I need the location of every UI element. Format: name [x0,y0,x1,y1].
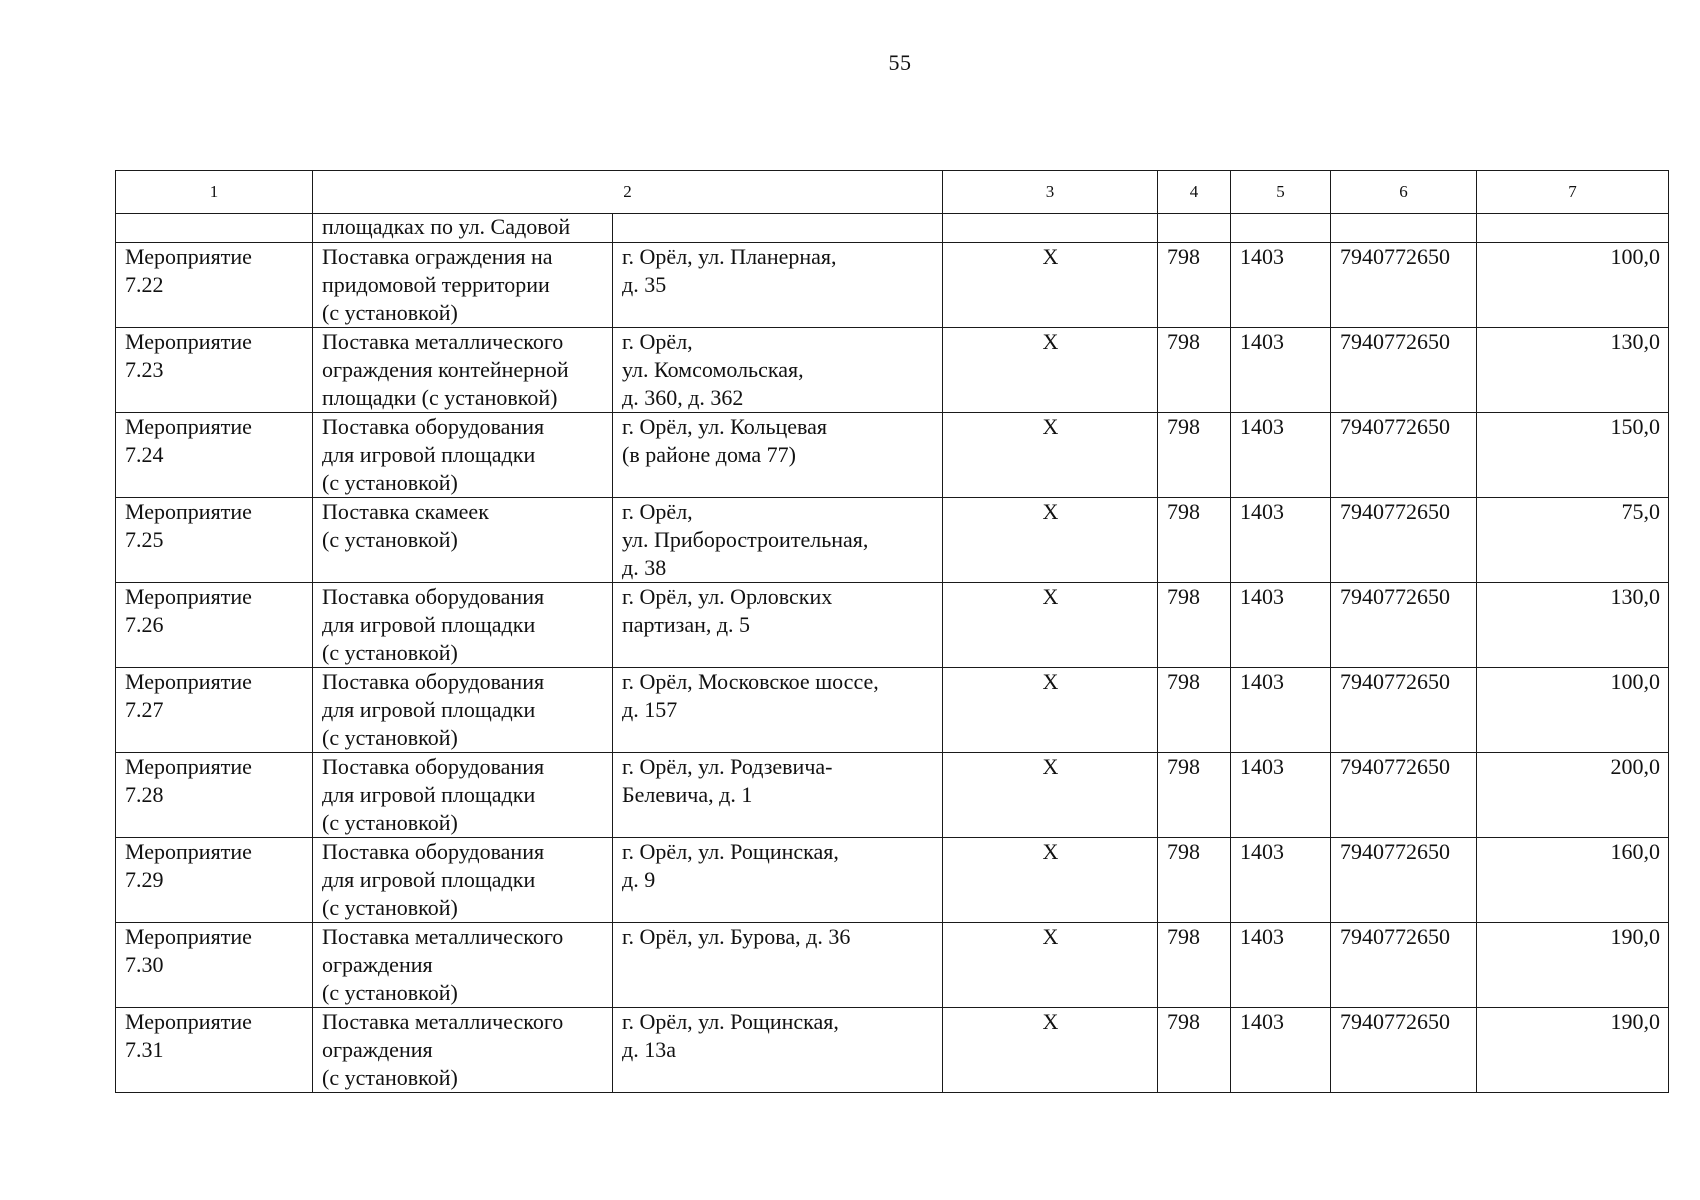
activity-name-cell-line: придомовой территории [322,272,550,297]
table-header-row [116,171,1669,214]
activity-name-cell-line: ограждения контейнерной [322,357,569,382]
target-code-cell: 7940772650 [1331,1008,1477,1093]
column-header-3: 3 [943,171,1158,214]
continuation-cell-5 [1158,214,1231,243]
table-row [116,583,1669,668]
code-1403-cell: 1403 [1231,413,1331,498]
sign-cell: Х [943,923,1158,1008]
activity-name-cell-line: (с установкой) [322,300,458,325]
sign-cell: Х [943,753,1158,838]
code-1403-cell: 1403 [1231,583,1331,668]
continuation-cell-2: площадках по ул. Садовой [313,214,613,243]
amount-cell: 100,0 [1477,243,1669,328]
address-cell-line: партизан, д. 5 [622,612,751,637]
activity-id-cell-line: Мероприятие [125,584,252,609]
activity-name-cell [313,498,613,583]
activity-id-cell-line: 7.30 [125,952,164,977]
sign-cell: Х [943,243,1158,328]
sign-cell: Х [943,583,1158,668]
activity-name-cell-line: (с установкой) [322,725,458,750]
activity-id-cell-line: 7.29 [125,867,164,892]
address-cell-line: г. Орёл, [622,329,693,354]
activity-name-cell-line: (с установкой) [322,470,458,495]
table-row [116,413,1669,498]
table-row [116,668,1669,753]
amount-cell: 150,0 [1477,413,1669,498]
address-cell-line: (в районе дома 77) [622,442,796,467]
target-code-cell: 7940772650 [1331,753,1477,838]
column-header-2: 2 [313,171,943,214]
table-row [116,923,1669,1008]
activity-name-cell-line: (с установкой) [322,895,458,920]
column-header-5: 5 [1231,171,1331,214]
address-cell-line: д. 360, д. 362 [622,385,744,410]
activity-name-cell-line: Поставка оборудования [322,414,545,439]
address-cell [613,1008,943,1093]
activity-name-cell [313,668,613,753]
activity-id-cell-line: 7.26 [125,612,164,637]
page-number: 55 [888,50,912,75]
sign-cell: Х [943,328,1158,413]
activity-id-cell [116,838,313,923]
code-798-cell: 798 [1158,753,1231,838]
table-row [116,243,1669,328]
activity-name-cell-line: для игровой площадки [322,782,536,807]
column-header-4: 4 [1158,171,1231,214]
activity-id-cell [116,923,313,1008]
activity-name-cell-line: Поставка металлического [322,924,564,949]
table-row [116,498,1669,583]
activity-name-cell-line: площадки (с установкой) [322,385,558,410]
amount-cell: 75,0 [1477,498,1669,583]
address-cell-line: ул. Приборостроительная, [622,527,869,552]
activity-id-cell-line: Мероприятие [125,329,252,354]
table-row [116,328,1669,413]
address-cell-line: г. Орёл, ул. Кольцевая [622,414,828,439]
activity-name-cell [313,753,613,838]
address-cell-line: г. Орёл, ул. Бурова, д. 36 [622,924,851,949]
activity-name-cell-line: для игровой площадки [322,867,536,892]
address-cell [613,328,943,413]
code-1403-cell: 1403 [1231,753,1331,838]
code-798-cell: 798 [1158,243,1231,328]
activity-id-cell [116,753,313,838]
code-1403-cell: 1403 [1231,838,1331,923]
activity-id-cell-line: Мероприятие [125,754,252,779]
address-cell-line: г. Орёл, [622,499,693,524]
activity-name-cell [313,243,613,328]
continuation-cell-8 [1477,214,1669,243]
address-cell-line: ул. Комсомольская, [622,357,804,382]
activities-table [115,170,1669,1093]
code-798-cell: 798 [1158,838,1231,923]
target-code-cell: 7940772650 [1331,838,1477,923]
activity-id-cell-line: 7.28 [125,782,164,807]
address-cell-line: д. 13а [622,1037,676,1062]
activity-id-cell [116,583,313,668]
address-cell-line: г. Орёл, ул. Рощинская, [622,1009,839,1034]
activity-name-cell-line: для игровой площадки [322,442,536,467]
activity-name-cell-line: Поставка оборудования [322,584,545,609]
table-row [116,753,1669,838]
address-cell [613,923,943,1008]
continuation-row [116,214,1669,243]
address-cell [613,583,943,668]
activity-id-cell-line: Мероприятие [125,839,252,864]
code-1403-cell: 1403 [1231,243,1331,328]
amount-cell: 190,0 [1477,1008,1669,1093]
sign-cell: Х [943,838,1158,923]
sign-cell: Х [943,498,1158,583]
activity-id-cell-line: Мероприятие [125,924,252,949]
code-798-cell: 798 [1158,583,1231,668]
address-cell [613,668,943,753]
activity-id-cell-line: Мероприятие [125,1009,252,1034]
code-1403-cell: 1403 [1231,1008,1331,1093]
column-header-1: 1 [116,171,313,214]
sign-cell: Х [943,668,1158,753]
continuation-cell-4 [943,214,1158,243]
code-798-cell: 798 [1158,328,1231,413]
continuation-cell-6 [1231,214,1331,243]
table-row [116,838,1669,923]
activity-name-cell [313,583,613,668]
address-cell-line: г. Орёл, ул. Рощинская, [622,839,839,864]
sign-cell: Х [943,413,1158,498]
column-header-6: 6 [1331,171,1477,214]
activity-name-cell-line: Поставка скамеек [322,499,489,524]
activity-id-cell [116,413,313,498]
address-cell-line: г. Орёл, ул. Планерная, [622,244,837,269]
target-code-cell: 7940772650 [1331,583,1477,668]
activity-name-cell-line: для игровой площадки [322,697,536,722]
activity-id-cell [116,1008,313,1093]
code-798-cell: 798 [1158,668,1231,753]
activity-name-cell [313,413,613,498]
activity-name-cell [313,923,613,1008]
target-code-cell: 7940772650 [1331,413,1477,498]
amount-cell: 100,0 [1477,668,1669,753]
code-1403-cell: 1403 [1231,668,1331,753]
amount-cell: 160,0 [1477,838,1669,923]
target-code-cell: 7940772650 [1331,328,1477,413]
address-cell-line: Белевича, д. 1 [622,782,753,807]
address-cell-line: д. 35 [622,272,667,297]
activity-id-cell-line: Мероприятие [125,414,252,439]
address-cell-line: д. 157 [622,697,678,722]
address-cell [613,243,943,328]
activity-id-cell [116,668,313,753]
activity-name-cell-line: для игровой площадки [322,612,536,637]
target-code-cell: 7940772650 [1331,923,1477,1008]
code-798-cell: 798 [1158,498,1231,583]
activity-name-cell [313,328,613,413]
code-1403-cell: 1403 [1231,498,1331,583]
table-row [116,1008,1669,1093]
address-cell-line: д. 38 [622,555,667,580]
address-cell [613,413,943,498]
address-cell [613,838,943,923]
activity-id-cell-line: Мероприятие [125,499,252,524]
code-798-cell: 798 [1158,413,1231,498]
sign-cell: Х [943,1008,1158,1093]
continuation-cell-1 [116,214,313,243]
amount-cell: 190,0 [1477,923,1669,1008]
address-cell-line: г. Орёл, Московское шоссе, [622,669,879,694]
code-798-cell: 798 [1158,1008,1231,1093]
activity-name-cell-line: (с установкой) [322,810,458,835]
activity-name-cell-line: Поставка оборудования [322,754,545,779]
column-header-7: 7 [1477,171,1669,214]
activity-name-cell-line: (с установкой) [322,527,458,552]
activity-id-cell-line: 7.22 [125,272,164,297]
activity-name-cell-line: Поставка оборудования [322,839,545,864]
amount-cell: 130,0 [1477,583,1669,668]
address-cell-line: г. Орёл, ул. Родзевича- [622,754,833,779]
activity-id-cell [116,328,313,413]
code-1403-cell: 1403 [1231,328,1331,413]
activity-id-cell-line: 7.27 [125,697,164,722]
activity-name-cell-line: (с установкой) [322,1065,458,1090]
activity-id-cell-line: 7.25 [125,527,164,552]
continuation-cell-7 [1331,214,1477,243]
activity-id-cell-line: 7.23 [125,357,164,382]
target-code-cell: 7940772650 [1331,243,1477,328]
code-798-cell: 798 [1158,923,1231,1008]
address-cell [613,753,943,838]
activity-name-cell-line: (с установкой) [322,980,458,1005]
target-code-cell: 7940772650 [1331,498,1477,583]
activity-id-cell-line: Мероприятие [125,244,252,269]
activity-name-cell-line: ограждения [322,1037,433,1062]
continuation-cell-3 [613,214,943,243]
activity-name-cell [313,1008,613,1093]
activity-id-cell-line: 7.31 [125,1037,164,1062]
activity-name-cell-line: Поставка металлического [322,329,564,354]
activity-name-cell-line: ограждения [322,952,433,977]
amount-cell: 130,0 [1477,328,1669,413]
activity-name-cell [313,838,613,923]
activity-name-cell-line: Поставка ограждения на [322,244,553,269]
activity-name-cell-line: (с установкой) [322,640,458,665]
activity-name-cell-line: Поставка оборудования [322,669,545,694]
target-code-cell: 7940772650 [1331,668,1477,753]
activity-id-cell [116,498,313,583]
activity-id-cell-line: Мероприятие [125,669,252,694]
address-cell-line: г. Орёл, ул. Орловских [622,584,833,609]
address-cell [613,498,943,583]
activity-id-cell-line: 7.24 [125,442,164,467]
activity-name-cell-line: Поставка металлического [322,1009,564,1034]
code-1403-cell: 1403 [1231,923,1331,1008]
activity-id-cell [116,243,313,328]
address-cell-line: д. 9 [622,867,656,892]
amount-cell: 200,0 [1477,753,1669,838]
